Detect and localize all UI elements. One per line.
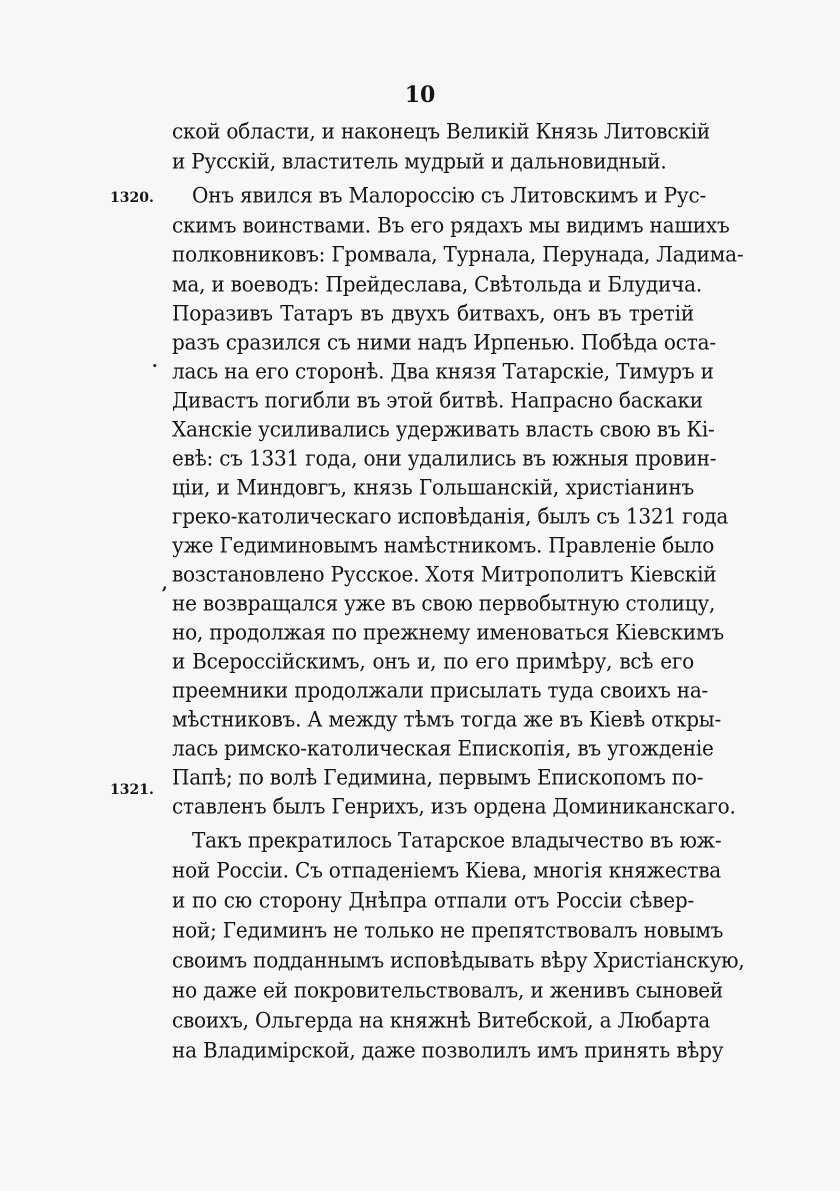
text-line: но, продолжая по прежнему именоваться Кіевскимъ: [172, 619, 724, 645]
text-line: своимъ подданнымъ исповѣдывать вѣру Христіанскую,: [172, 947, 745, 973]
text-line: Ханскіе усиливались удерживать власть свою въ Кі-: [172, 416, 715, 442]
text-line: ной Россіи. Съ отпаденіемъ Кіева, многія княжества: [172, 857, 722, 883]
text-line: мѣстниковъ. А между тѣмъ тогда же въ Кіевѣ откры-: [172, 706, 722, 732]
text-line: преемники продолжали присылать туда своихъ на-: [172, 677, 709, 703]
text-line: ной; Гедиминъ не только не препятствовалъ новымъ: [172, 917, 724, 943]
text-line: ма, и воеводъ: Прейдеслава, Свѣтольда и Блудича.: [172, 271, 703, 297]
text-line: на Владимірской, даже позволилъ имъ принять вѣру: [172, 1037, 724, 1063]
text-line: и по сю сторону Днѣпра отпали отъ Россіи сѣвер-: [172, 887, 694, 913]
text-line: скимъ воинствами. Въ его рядахъ мы видимъ нашихъ: [172, 212, 730, 238]
text-line: лась на его сторонѣ. Два князя Татарскіе, Тимуръ и: [172, 358, 714, 384]
margin-year: 1320.: [110, 190, 154, 206]
stray-mark: ,: [162, 574, 168, 593]
text-line: возстановлено Русское. Хотя Митрополитъ Кіевскій: [172, 561, 717, 587]
text-line: своихъ, Ольгерда на княжнѣ Витебской, а Любарта: [172, 1007, 710, 1033]
text-line: греко-католическаго исповѣданія, былъ съ 1321 года: [172, 503, 729, 529]
text-line: Такъ прекратилось Татарское владычество въ юж-: [192, 827, 722, 853]
text-line: но даже ей покровительствовалъ, и женивъ сыновей: [172, 977, 724, 1003]
text-line: евѣ: съ 1331 года, они удалились въ южныя провин-: [172, 445, 717, 471]
text-line: лась римско-католическая Епископія, въ угожденіе: [172, 735, 714, 761]
text-line: Поразивъ Татаръ въ двухъ битвахъ, онъ въ третій: [172, 300, 694, 326]
stray-mark: ·: [152, 356, 158, 375]
text-line: Дивастъ погибли въ этой битвѣ. Напрасно баскаки: [172, 387, 703, 413]
text-line: Онъ явился въ Малороссію съ Литовскимъ и Рус-: [192, 182, 707, 208]
text-line: Папѣ; по волѣ Гедимина, первымъ Епископомъ по-: [172, 764, 704, 790]
text-line: полковниковъ: Громвала, Турнала, Перунада, Ладима-: [172, 241, 744, 267]
text-line: ціи, и Миндовгъ, князь Гольшанскій, христіанинъ: [172, 474, 694, 500]
text-line: и Русскій, властитель мудрый и дальновидный.: [172, 148, 667, 174]
margin-year: 1321.: [110, 782, 154, 798]
text-line: и Всероссійскимъ, онъ и, по его примѣру, всѣ его: [172, 648, 694, 674]
page-number: 10: [404, 82, 436, 108]
text-line: не возвращался уже въ свою первобытную столицу,: [172, 590, 716, 616]
text-line: ставленъ былъ Генрихъ, изъ ордена Доминиканскаго.: [172, 793, 736, 819]
text-line: уже Гедиминовымъ намѣстникомъ. Правленіе было: [172, 532, 715, 558]
text-line: разъ сразился съ ними надъ Ирпенью. Побѣда оста-: [172, 329, 716, 355]
text-line: ской области, и наконецъ Великій Князь Литовскій: [172, 118, 710, 144]
